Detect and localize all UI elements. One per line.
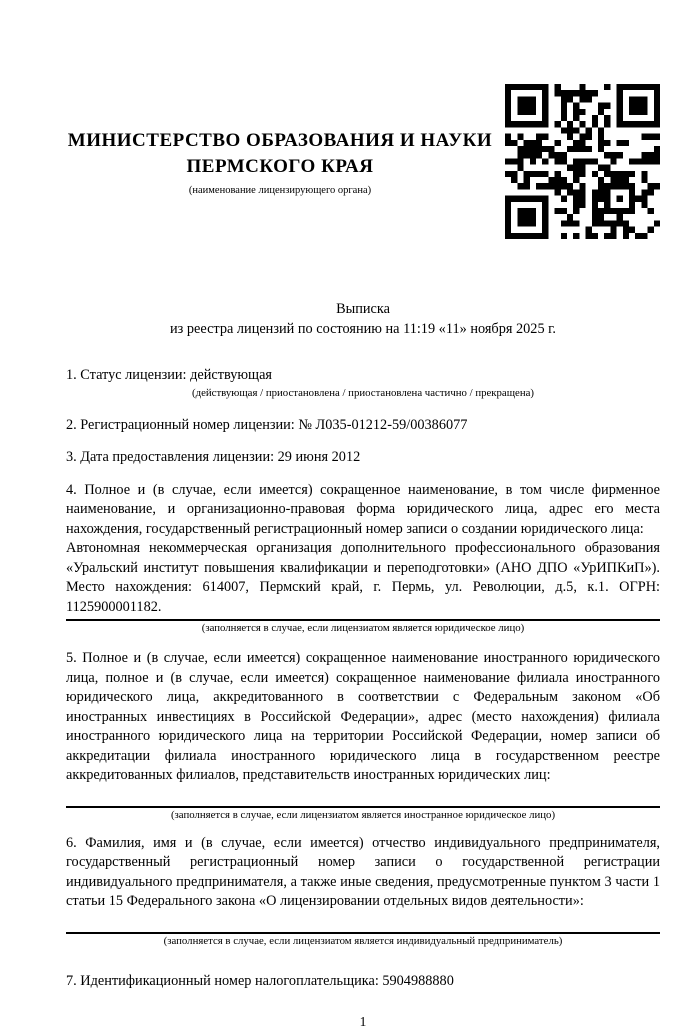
licensing-authority-note: (наименование лицензирующего органа) — [188, 185, 372, 196]
letterhead — [65, 128, 495, 198]
item-6-blank-answer — [66, 912, 660, 928]
item-4-legal-entity-question: 4. Полное и (в случае, если имеется) сокращенное наименование, в том числе фирменное наименование, и организационно-правовая форма юридического лица, адрес его места нахождения, государственный регистрационный номер записи о создании юридического лица: — [66, 481, 660, 537]
item-6-note: (заполняется в случае, если лицензиатом является индивидуальный предприниматель) — [163, 934, 563, 947]
item-2-registration-number: 2. Регистрационный номер лицензии: № Л035-01212-59/00386077 — [66, 416, 468, 433]
item-4-note: (заполняется в случае, если лицензиатом является юридическое лицо) — [201, 622, 525, 634]
document-title — [66, 300, 660, 339]
item-6-fill-line — [66, 932, 660, 934]
item-7-taxpayer-number: 7. Идентификационный номер налогоплательщика: 5904988880 — [66, 972, 454, 989]
item-4-fill-line — [66, 619, 660, 621]
ministry-name-line2: ПЕРМСКОГО КРАЯ — [186, 156, 374, 177]
item-5-blank-answer — [66, 786, 660, 802]
ministry-name-line1: МИНИСТЕРСТВО ОБРАЗОВАНИЯ И НАУКИ — [67, 130, 493, 151]
item-5-fill-line — [66, 806, 660, 808]
page-number: 1 — [359, 1014, 367, 1029]
item-5-note: (заполняется в случае, если лицензиатом является иностранное юридическое лицо) — [170, 808, 556, 821]
qr-code — [505, 84, 660, 239]
item-5-foreign-entity-question: 5. Полное и (в случае, если имеется) сокращенное наименование иностранного юридического лица, полное и (в случае, если имеется) сокращенное наименование филиала иностранного юридического лица, аккредитованного в соответствии с Федеральным законом «Об иностранных инвестициях в Российской Федерации», адрес (место нахождения) филиала иностранного юридического лица на территории Российской Федерации, номер записи об аккредитации филиала иностранного юридического лица в государственном реестре аккредитованных филиалов, представительств иностранных юридических лиц: — [66, 650, 660, 783]
item-1-license-status: 1. Статус лицензии: действующая — [66, 367, 272, 383]
document-title-line2: из реестра лицензий по состоянию на 11:19 «11» ноября 2025 г. — [170, 320, 556, 337]
item-1-note: (действующая / приостановлена / приостановлена частично / прекращена) — [192, 386, 534, 399]
document-body — [66, 300, 660, 1032]
item-3-license-date: 3. Дата предоставления лицензии: 29 июня 2012 — [66, 449, 361, 465]
qr-code-image — [505, 84, 660, 239]
document-title-line1: Выписка — [336, 301, 390, 317]
item-6-entrepreneur-question: 6. Фамилия, имя и (в случае, если имеется) отчество индивидуального предпринимателя, государственный регистрационный номер записи о государственной регистрации индивидуального предпринимателя, а также иные сведения, предусмотренные пунктом 3 части 1 статьи 15 Федерального закона «О лицензировании отдельных видов деятельности»: — [66, 834, 660, 909]
item-4-legal-entity-answer: Автономная некоммерческая организация дополнительного профессионального образования «Уральский институт повышения квалификации и переподготовки» (АНО ДПО «УрИПКиП»). Место нахождения: 614007, Пермский край, г. Пермь, ул. Революции, д.5, к.1. ОГРН: 1125900001182. — [66, 540, 660, 615]
